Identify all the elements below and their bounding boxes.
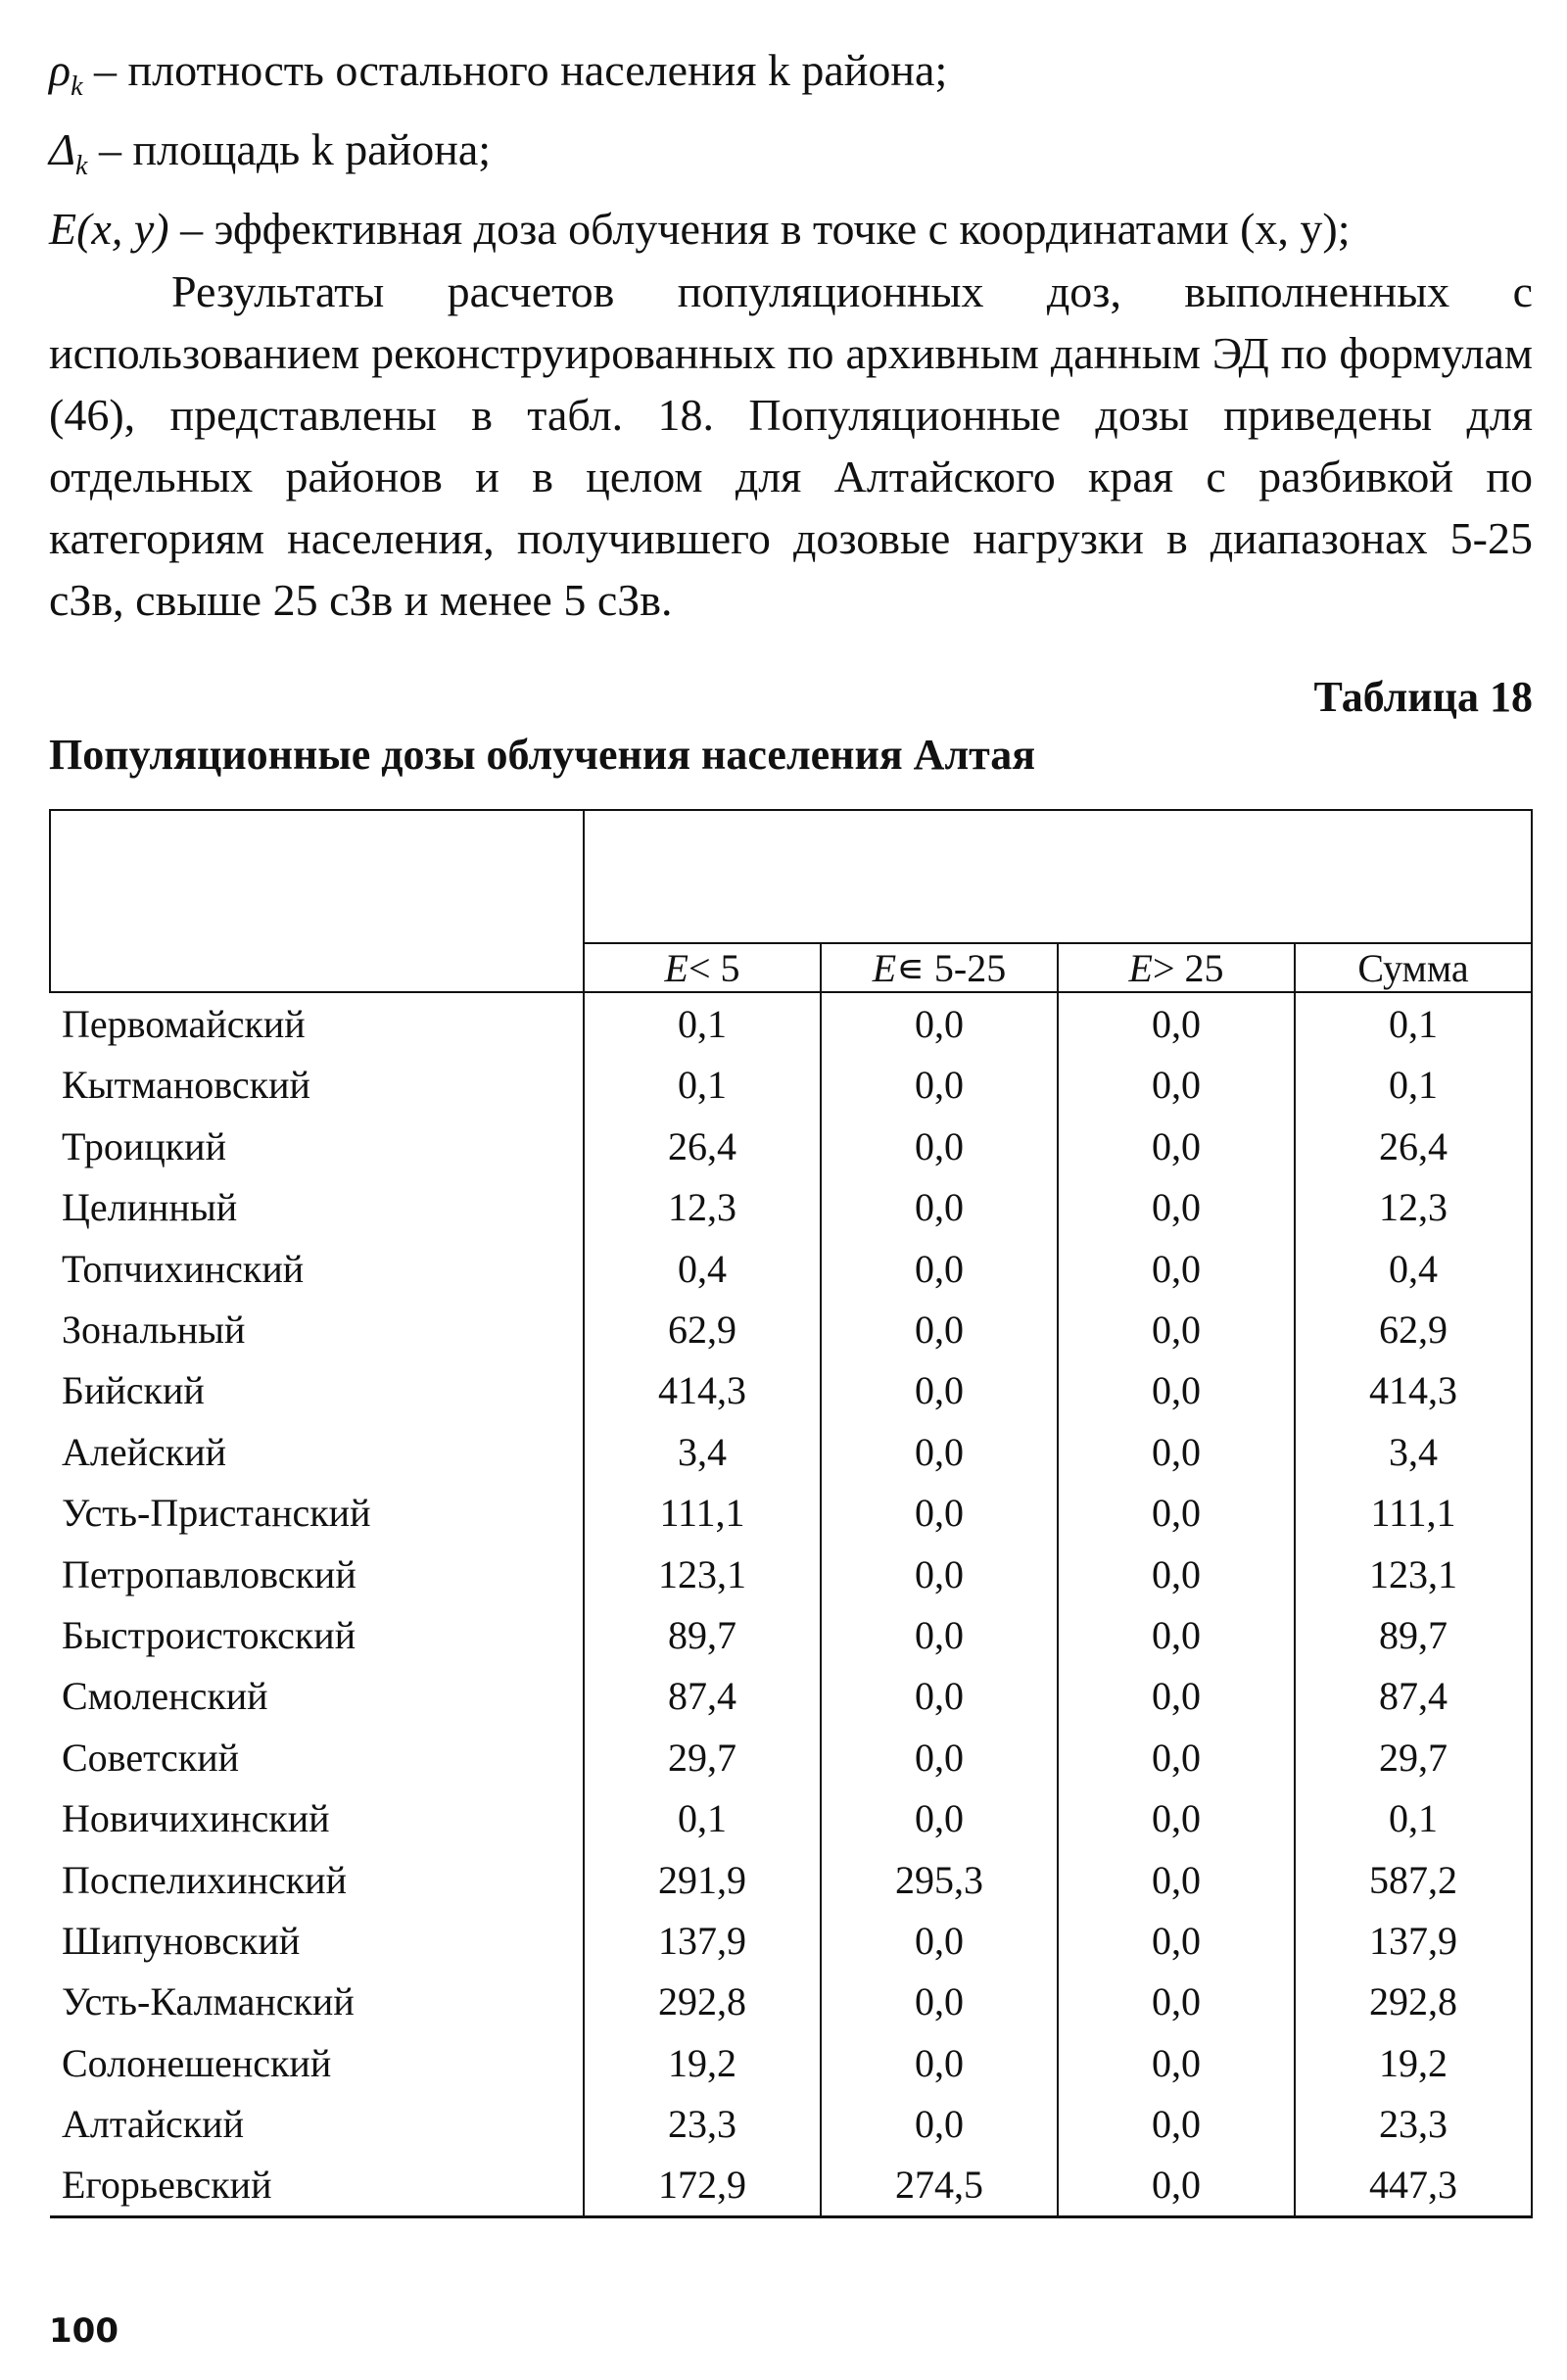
dose-lt5-cell: 89,7 [584, 1604, 821, 1665]
table-row [50, 1116, 1532, 1176]
dose-gt25-cell: 0,0 [1058, 1727, 1295, 1787]
dose-5-25-cell: 0,0 [821, 1787, 1058, 1848]
district-cell: Целинный [62, 1185, 238, 1230]
dose-lt5-cell: 123,1 [584, 1544, 821, 1604]
dose-sum-cell: 292,8 [1295, 1972, 1532, 2032]
dose-sum-cell: 414,3 [1295, 1360, 1532, 1421]
table-row [50, 2155, 1532, 2217]
dose-lt5-cell: 291,9 [584, 1849, 821, 1910]
dose-lt5-cell: 26,4 [584, 1116, 821, 1176]
dose-5-25-cell: 0,0 [821, 1727, 1058, 1787]
column-header-e-gt-25: E> 25 [1058, 943, 1295, 992]
dose-5-25-cell: 0,0 [821, 1177, 1058, 1238]
table-row [50, 2032, 1532, 2093]
dose-sum-cell: 447,3 [1295, 2155, 1532, 2217]
def-symbol: E(x, y) [49, 204, 169, 255]
dose-gt25-cell: 0,0 [1058, 1421, 1295, 1482]
def-subscript: k [71, 71, 83, 103]
district-cell: Смоленский [62, 1674, 268, 1719]
dose-gt25-cell: 0,0 [1058, 1849, 1295, 1910]
dose-lt5-cell: 0,1 [584, 1055, 821, 1116]
dose-gt25-cell: 0,0 [1058, 1055, 1295, 1116]
def-symbol: ρ [49, 45, 71, 95]
definition-rho [49, 39, 1533, 119]
district-cell: Петропавловский [62, 1551, 356, 1596]
dose-5-25-cell: 0,0 [821, 1055, 1058, 1116]
dose-sum-cell: 137,9 [1295, 1910, 1532, 1971]
definition-dose [49, 198, 1533, 261]
dose-lt5-cell: 414,3 [584, 1360, 821, 1421]
dose-gt25-cell: 0,0 [1058, 1910, 1295, 1971]
table-row [50, 1666, 1532, 1727]
dose-sum-cell: 587,2 [1295, 1849, 1532, 1910]
dose-5-25-cell: 0,0 [821, 1238, 1058, 1299]
district-cell: Усть-Пристанский [62, 1491, 371, 1536]
table-row [50, 1544, 1532, 1604]
district-cell: Первомайский [62, 1002, 306, 1047]
district-cell: Усть-Калманский [62, 1979, 355, 2024]
dose-5-25-cell: 0,0 [821, 1910, 1058, 1971]
def-text: – эффективная доза облучения в точке с координатами (x, y); [168, 204, 1351, 255]
column-header-sum: Сумма [1295, 943, 1532, 992]
dose-lt5-cell: 172,9 [584, 2155, 821, 2217]
dose-sum-cell: 89,7 [1295, 1604, 1532, 1665]
def-symbol: Δ [49, 124, 75, 175]
dose-gt25-cell: 0,0 [1058, 2093, 1295, 2154]
dose-sum-cell: 29,7 [1295, 1727, 1532, 1787]
district-cell: Быстроистокский [62, 1612, 356, 1657]
table-title: Популяционные дозы облучения населения Алтая [49, 731, 1036, 780]
table-row [50, 1787, 1532, 1848]
table-corner-cell [50, 810, 584, 992]
district-cell: Топчихинский [62, 1246, 305, 1291]
district-cell: Алейский [62, 1429, 227, 1474]
dose-lt5-cell: 137,9 [584, 1910, 821, 1971]
dose-lt5-cell: 87,4 [584, 1666, 821, 1727]
dose-gt25-cell: 0,0 [1058, 1238, 1295, 1299]
dose-5-25-cell: 295,3 [821, 1849, 1058, 1910]
table-label: Таблица 18 [1313, 673, 1533, 722]
dose-5-25-cell: 0,0 [821, 1421, 1058, 1482]
table-row [50, 1910, 1532, 1971]
district-cell: Новичихинский [62, 1796, 330, 1841]
column-header-e-lt-5: E< 5 [584, 943, 821, 992]
district-cell: Егорьевский [50, 2155, 584, 2217]
dose-5-25-cell: 0,0 [821, 1299, 1058, 1359]
dose-gt25-cell: 0,0 [1058, 1972, 1295, 2032]
table-row [50, 992, 1532, 1054]
dose-gt25-cell: 0,0 [1058, 1116, 1295, 1176]
table-row [50, 1972, 1532, 2032]
dose-5-25-cell: 0,0 [821, 1483, 1058, 1544]
dose-gt25-cell: 0,0 [1058, 2155, 1295, 2217]
table-row [50, 1849, 1532, 1910]
dose-sum-cell: 26,4 [1295, 1116, 1532, 1176]
dose-gt25-cell: 0,0 [1058, 1177, 1295, 1238]
def-subscript: k [75, 151, 88, 182]
dose-gt25-cell: 0,0 [1058, 2032, 1295, 2093]
dose-lt5-cell: 0,1 [584, 992, 821, 1054]
dose-5-25-cell: 0,0 [821, 1604, 1058, 1665]
page-number: 100 [49, 2311, 119, 2351]
table-row [50, 2093, 1532, 2154]
district-cell: Алтайский [62, 2102, 244, 2147]
dose-lt5-cell: 29,7 [584, 1727, 821, 1787]
district-cell: Кытмановский [62, 1063, 310, 1108]
dose-5-25-cell: 0,0 [821, 2032, 1058, 2093]
dose-gt25-cell: 0,0 [1058, 992, 1295, 1054]
dose-lt5-cell: 0,4 [584, 1238, 821, 1299]
dose-lt5-cell: 3,4 [584, 1421, 821, 1482]
dose-5-25-cell: 0,0 [821, 1544, 1058, 1604]
dose-sum-cell: 111,1 [1295, 1483, 1532, 1544]
dose-sum-cell: 123,1 [1295, 1544, 1532, 1604]
dose-lt5-cell: 12,3 [584, 1177, 821, 1238]
table-row [50, 1055, 1532, 1116]
dose-gt25-cell: 0,0 [1058, 1544, 1295, 1604]
district-cell: Троицкий [62, 1123, 226, 1168]
document-page [49, 39, 1533, 2218]
dose-5-25-cell: 0,0 [821, 1972, 1058, 2032]
district-cell: Зональный [62, 1308, 246, 1353]
district-cell: Советский [62, 1735, 240, 1780]
dose-sum-cell: 19,2 [1295, 2032, 1532, 2093]
dose-5-25-cell: 0,0 [821, 1360, 1058, 1421]
table-row [50, 1604, 1532, 1665]
dose-lt5-cell: 62,9 [584, 1299, 821, 1359]
dose-sum-cell: 87,4 [1295, 1666, 1532, 1727]
dose-5-25-cell: 0,0 [821, 2093, 1058, 2154]
table-row [50, 1727, 1532, 1787]
table-header-group-cell [584, 810, 1532, 943]
dose-gt25-cell: 0,0 [1058, 1604, 1295, 1665]
district-cell: Солонешенский [62, 2040, 332, 2085]
district-cell: Поспелихинский [62, 1857, 347, 1902]
dose-lt5-cell: 19,2 [584, 2032, 821, 2093]
dose-gt25-cell: 0,0 [1058, 1787, 1295, 1848]
def-text: – плотность остального населения k района; [82, 45, 948, 95]
dose-5-25-cell: 0,0 [821, 1666, 1058, 1727]
dose-sum-cell: 0,1 [1295, 1787, 1532, 1848]
table-row [50, 1421, 1532, 1482]
def-text: – площадь k района; [87, 124, 492, 175]
dose-sum-cell: 62,9 [1295, 1299, 1532, 1359]
dose-lt5-cell: 23,3 [584, 2093, 821, 2154]
dose-sum-cell: 0,1 [1295, 1055, 1532, 1116]
dose-lt5-cell: 0,1 [584, 1787, 821, 1848]
table-row [50, 1299, 1532, 1359]
dose-5-25-cell: 0,0 [821, 1116, 1058, 1176]
dose-lt5-cell: 292,8 [584, 1972, 821, 2032]
district-cell: Шипуновский [62, 1918, 301, 1963]
body-paragraph: Результаты расчетов популяционных доз, выполненных с использованием реконструированных по архивным данным ЭД по формулам (46), представлены в табл. 18. Популяционные дозы приведены для отдельных районов и в целом для Алтайского края с разбивкой по категориям населения, получившего дозовые нагрузки в диапазонах 5-25 сЗв, свыше 25 сЗв и менее 5 сЗв. [49, 266, 1533, 626]
table-row [50, 1177, 1532, 1238]
dose-5-25-cell: 0,0 [821, 992, 1058, 1054]
column-header-e-5-25: E∊ 5-25 [821, 943, 1058, 992]
table-row [50, 1483, 1532, 1544]
dose-sum-cell: 0,4 [1295, 1238, 1532, 1299]
dose-sum-cell: 12,3 [1295, 1177, 1532, 1238]
definition-delta [49, 119, 1533, 198]
dose-sum-cell: 3,4 [1295, 1421, 1532, 1482]
dose-gt25-cell: 0,0 [1058, 1483, 1295, 1544]
dose-gt25-cell: 0,0 [1058, 1360, 1295, 1421]
dose-5-25-cell: 274,5 [821, 2155, 1058, 2217]
dose-sum-cell: 23,3 [1295, 2093, 1532, 2154]
dose-lt5-cell: 111,1 [584, 1483, 821, 1544]
dose-table [49, 809, 1533, 2218]
district-cell: Бийский [62, 1368, 205, 1413]
table-row [50, 1238, 1532, 1299]
dose-gt25-cell: 0,0 [1058, 1299, 1295, 1359]
dose-gt25-cell: 0,0 [1058, 1666, 1295, 1727]
dose-sum-cell: 0,1 [1295, 992, 1532, 1054]
table-row [50, 1360, 1532, 1421]
